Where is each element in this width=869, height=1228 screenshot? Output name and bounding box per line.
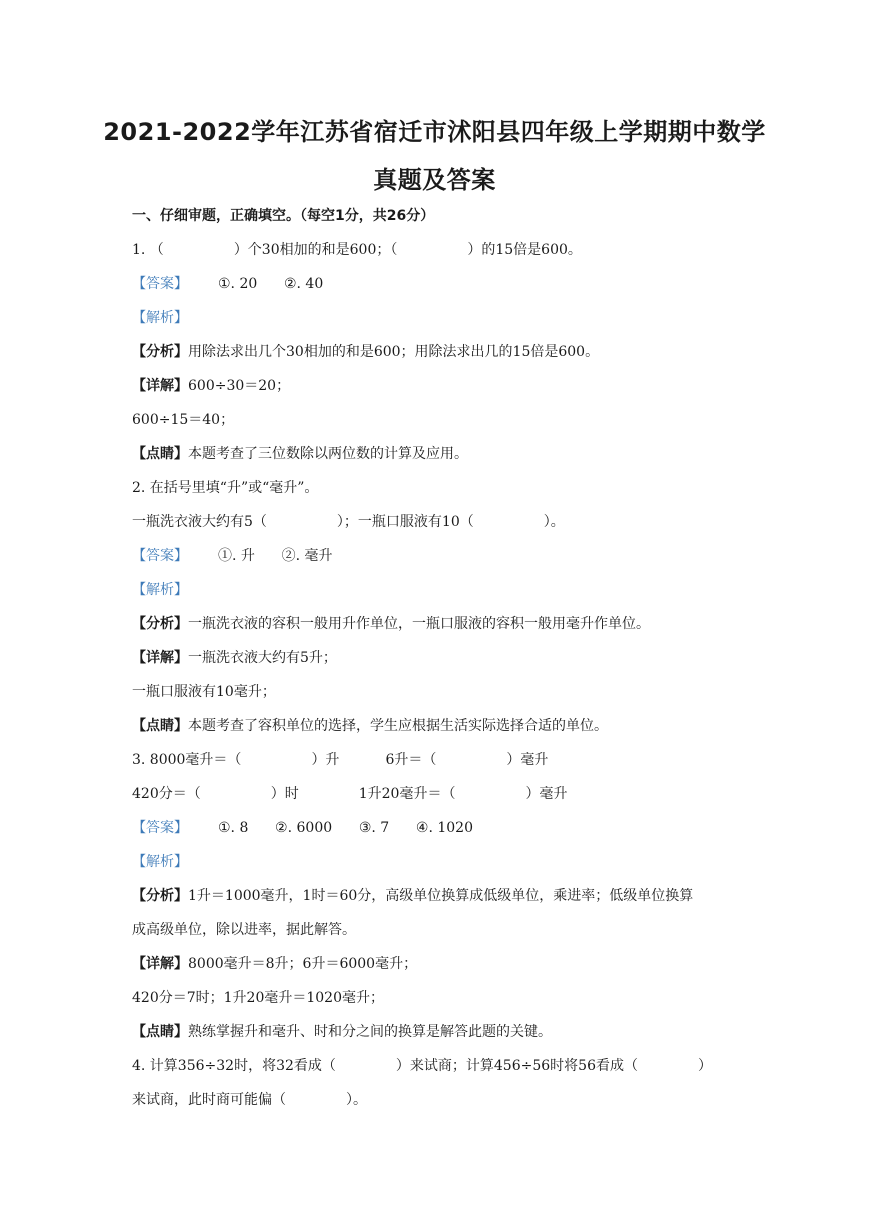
q1-fenxi bbox=[132, 342, 742, 362]
q2-answer-text: ①. 升 ②. 毫升 bbox=[218, 548, 333, 564]
dianjing-label: 【点睛】 bbox=[132, 446, 188, 462]
q2-text-b: ）；一瓶口服液有10（ bbox=[336, 514, 474, 530]
q3-text-e: 420分＝（ bbox=[132, 786, 201, 802]
q1-answer bbox=[132, 274, 742, 294]
q3-dianjing bbox=[132, 1022, 742, 1042]
q1-text-b: ）个30相加的和是600；（ bbox=[233, 242, 398, 258]
q4-text-e: ）。 bbox=[346, 1092, 367, 1108]
q2-fenxi bbox=[132, 614, 742, 634]
q3-xiangjie-text: 8000毫升＝8升；6升＝6000毫升； bbox=[188, 956, 418, 972]
q3-dianjing-text: 熟练掌握升和毫升、时和分之间的换算是解答此题的关键。 bbox=[188, 1024, 552, 1040]
question-4-line-1 bbox=[132, 1056, 742, 1076]
q2-text-c: ）。 bbox=[543, 514, 565, 530]
q2-text-a: 一瓶洗衣液大约有5（ bbox=[132, 514, 267, 530]
q1-xiangjie bbox=[132, 376, 742, 396]
fenxi-label: 【分析】 bbox=[132, 888, 188, 904]
analysis-label: 【解析】 bbox=[132, 854, 188, 870]
fenxi-label: 【分析】 bbox=[132, 344, 188, 360]
q3-analysis-label bbox=[132, 852, 742, 872]
question-2: 2. 在括号里填“升”或“毫升”。 bbox=[132, 480, 319, 496]
q3-fenxi-text: 1升＝1000毫升，1时＝60分，高级单位换算成低级单位，乘进率；低级单位换算 bbox=[188, 888, 694, 904]
q1-text-c: ）的15倍是600。 bbox=[467, 242, 582, 258]
analysis-label: 【解析】 bbox=[132, 310, 188, 326]
q1-xiangjie-2: 600÷15＝40； bbox=[132, 412, 235, 428]
answer-label: 【答案】 bbox=[132, 820, 188, 836]
section-heading: 一、仔细审题，正确填空。（每空1分，共26分） bbox=[132, 208, 435, 224]
q1-xiangjie-text: 600÷30＝20； bbox=[188, 378, 291, 394]
dianjing-label: 【点睛】 bbox=[132, 718, 188, 734]
q3-answer bbox=[132, 818, 742, 838]
q1-answer-text: ①. 20 ②. 40 bbox=[218, 276, 324, 292]
q2-answer bbox=[132, 546, 742, 566]
answer-label: 【答案】 bbox=[132, 548, 188, 564]
q4-text-b: ）来试商；计算456÷56时将56看成（ bbox=[395, 1058, 638, 1074]
dianjing-label: 【点睛】 bbox=[132, 1024, 188, 1040]
q2-xiangjie-text: 一瓶洗衣液大约有5升； bbox=[188, 650, 337, 666]
q1-analysis-label bbox=[132, 308, 742, 328]
q3-text-h: ）毫升 bbox=[525, 786, 568, 802]
q1-fenxi-text: 用除法求出几个30相加的和是600；用除法求出几的15倍是600。 bbox=[188, 344, 600, 360]
q4-text-d: 来试商，此时商可能偏（ bbox=[132, 1092, 286, 1108]
fenxi-label: 【分析】 bbox=[132, 616, 188, 632]
xiangjie-label: 【详解】 bbox=[132, 378, 188, 394]
q3-text-b: ）升 bbox=[311, 752, 340, 768]
q3-xiangjie bbox=[132, 954, 742, 974]
q1-text-a: 1. （ bbox=[132, 242, 164, 258]
q2-analysis-label bbox=[132, 580, 742, 600]
q3-text-c: 6升＝（ bbox=[385, 752, 437, 768]
q3-fenxi-2: 成高级单位，除以进率，据此解答。 bbox=[132, 922, 356, 938]
doc-title-line1: 2021-2022学年江苏省宿迁市沭阳县四年级上学期期中数学 bbox=[103, 118, 766, 146]
q3-xiangjie-2: 420分＝7时；1升20毫升＝1020毫升； bbox=[132, 990, 384, 1006]
q1-dianjing bbox=[132, 444, 742, 464]
q2-dianjing-text: 本题考查了容积单位的选择，学生应根据生活实际选择合适的单位。 bbox=[188, 718, 608, 734]
q4-text-c: ） bbox=[697, 1058, 712, 1074]
q2-line bbox=[132, 512, 742, 532]
xiangjie-label: 【详解】 bbox=[132, 956, 188, 972]
q2-fenxi-text: 一瓶洗衣液的容积一般用升作单位，一瓶口服液的容积一般用毫升作单位。 bbox=[188, 616, 650, 632]
q1-dianjing-text: 本题考查了三位数除以两位数的计算及应用。 bbox=[188, 446, 468, 462]
question-3-line-1 bbox=[132, 750, 742, 770]
q3-text-g: 1升20毫升＝（ bbox=[358, 786, 456, 802]
question-4-line-2 bbox=[132, 1090, 742, 1110]
doc-title-line2: 真题及答案 bbox=[373, 166, 496, 194]
q3-answer-text: ①. 8 ②. 6000 ③. 7 ④. 1020 bbox=[218, 820, 473, 836]
q3-text-f: ）时 bbox=[270, 786, 299, 802]
answer-label: 【答案】 bbox=[132, 276, 188, 292]
q2-dianjing bbox=[132, 716, 742, 736]
q3-fenxi bbox=[132, 886, 742, 906]
question-1 bbox=[132, 240, 742, 260]
question-3-line-2 bbox=[132, 784, 742, 804]
xiangjie-label: 【详解】 bbox=[132, 650, 188, 666]
q4-text-a: 4. 计算356÷32时，将32看成（ bbox=[132, 1058, 336, 1074]
q2-xiangjie-2: 一瓶口服液有10毫升； bbox=[132, 684, 276, 700]
q3-text-d: ）毫升 bbox=[506, 752, 549, 768]
analysis-label: 【解析】 bbox=[132, 582, 188, 598]
q2-xiangjie bbox=[132, 648, 742, 668]
q3-text-a: 3. 8000毫升＝（ bbox=[132, 752, 242, 768]
